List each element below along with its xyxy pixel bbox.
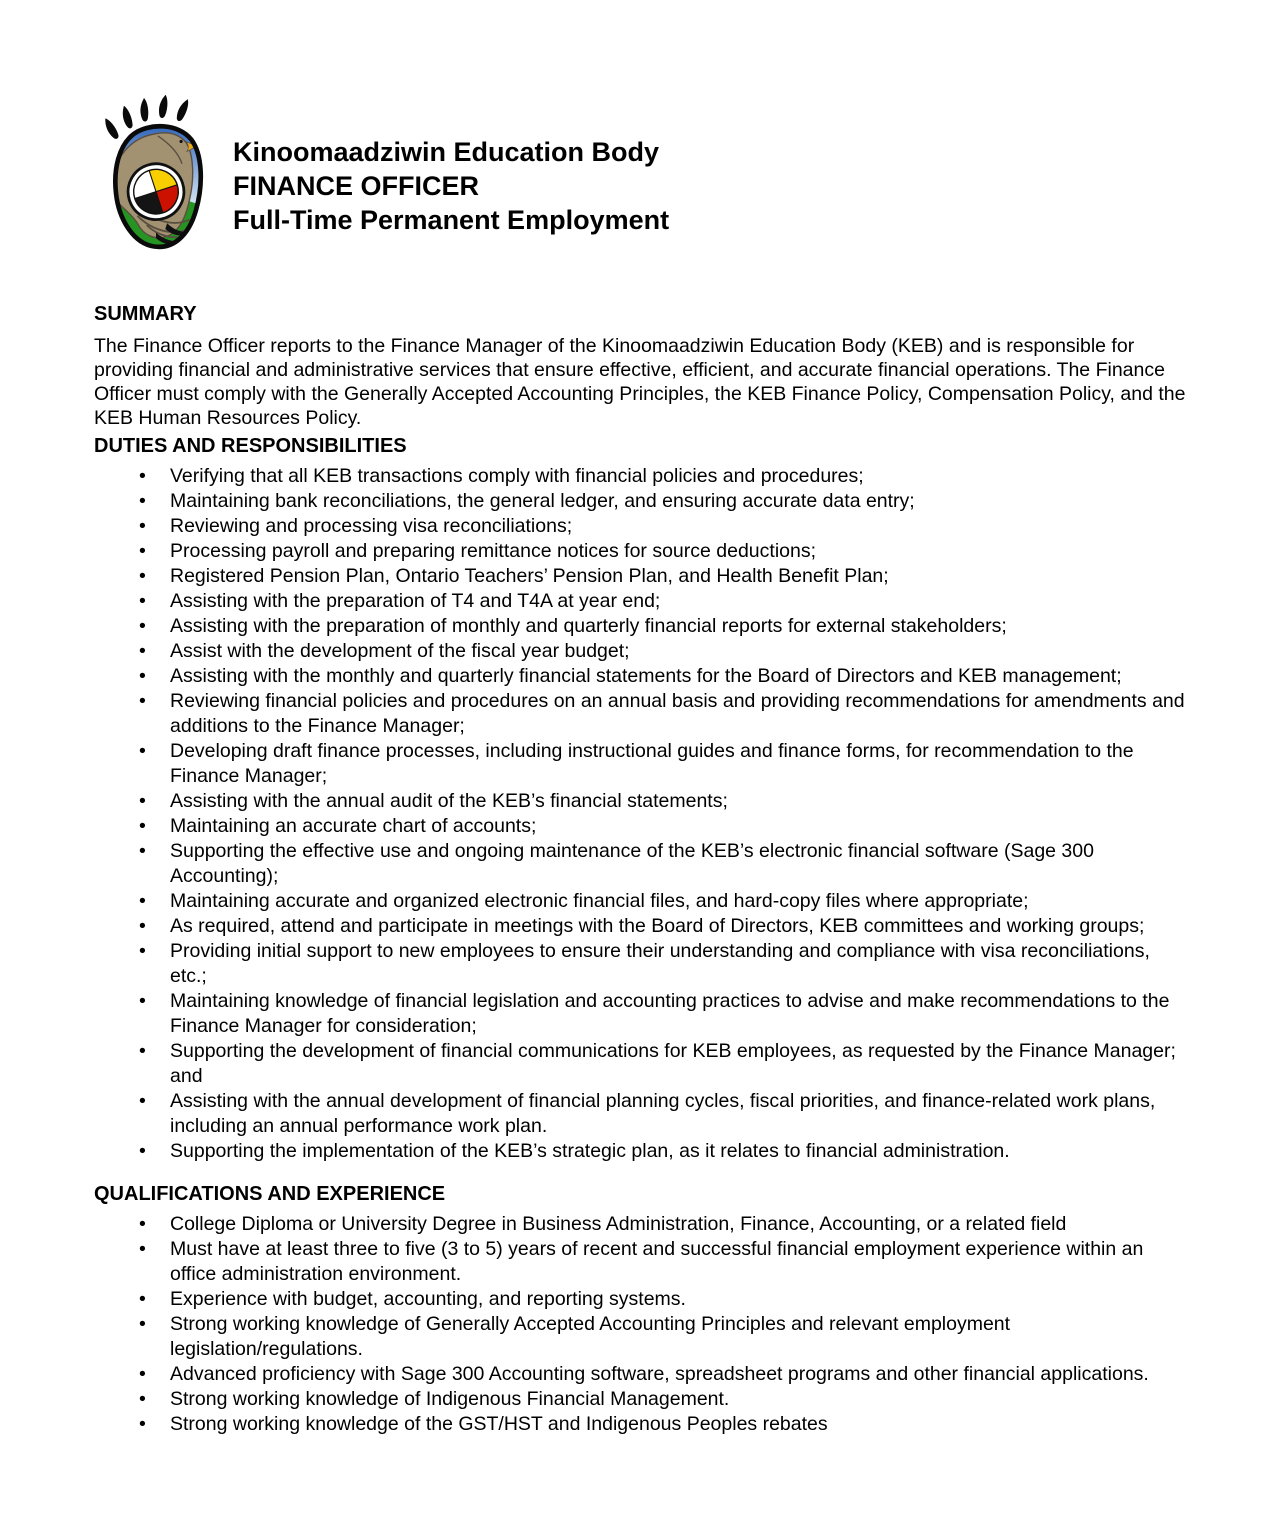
org-name: Kinoomaadziwin Education Body [233,137,660,167]
summary-section [94,302,1186,430]
duty-item: • Assisting with the monthly and quarterly financial statements for the Board of Directors and KEB management; [137,664,1186,689]
duty-item: • Assisting with the annual audit of the KEB’s financial statements; [137,789,1186,814]
duty-item: • Assist with the development of the fiscal year budget; [137,639,1186,664]
duty-item: • Supporting the implementation of the KEB’s strategic plan, as it relates to financial administration. [137,1139,1186,1164]
qualification-item: • Strong working knowledge of Indigenous Financial Management. [137,1387,1186,1412]
duty-item: • Reviewing and processing visa reconciliations; [137,514,1186,539]
duty-item: • Maintaining accurate and organized electronic financial files, and hard-copy files where appropriate; [137,889,1186,914]
letterhead [94,95,1186,253]
duty-item: • Verifying that all KEB transactions comply with financial policies and procedures; [137,464,1186,489]
duty-item: • Developing draft finance processes, including instructional guides and finance forms, for recommendation to the Finance Manager; [137,739,1186,789]
qualification-item: • Must have at least three to five (3 to 5) years of recent and successful financial employment experience within an office administration environment. [137,1237,1186,1287]
duty-item: • Maintaining bank reconciliations, the general ledger, and ensuring accurate data entry; [137,489,1186,514]
qualification-item: • Experience with budget, accounting, and reporting systems. [137,1287,1186,1312]
duty-item: • Maintaining an accurate chart of accounts; [137,814,1186,839]
qualifications-section [94,1182,1186,1437]
qualifications-list [94,1212,1186,1437]
bear-paw-logo-icon [100,95,212,253]
duties-heading: DUTIES AND RESPONSIBILITIES [94,435,407,457]
duty-item: • Supporting the effective use and ongoing maintenance of the KEB’s electronic financial software (Sage 300 Accounting); [137,839,1186,889]
duties-list [94,464,1186,1164]
duty-item: • Registered Pension Plan, Ontario Teachers’ Pension Plan, and Health Benefit Plan; [137,564,1186,589]
eagle-eye-icon [180,140,183,143]
employment-type: Full-Time Permanent Employment [233,205,670,235]
duty-item: • Assisting with the preparation of T4 and T4A at year end; [137,589,1186,614]
qualifications-heading: QUALIFICATIONS AND EXPERIENCE [94,1183,446,1205]
qualification-item: • Strong working knowledge of the GST/HST and Indigenous Peoples rebates [137,1412,1186,1437]
duty-item: • Maintaining knowledge of financial legislation and accounting practices to advise and make recommendations to the Finance Manager for consideration; [137,989,1186,1039]
document-title-block [233,95,669,237]
duty-item: • Assisting with the preparation of monthly and quarterly financial reports for external stakeholders; [137,614,1186,639]
summary-heading: SUMMARY [94,303,197,325]
qualification-item: • Strong working knowledge of Generally Accepted Accounting Principles and relevant employment legislation/regulations. [137,1312,1186,1362]
duty-item: • Reviewing financial policies and procedures on an annual basis and providing recommendations for amendments and additions to the Finance Manager; [137,689,1186,739]
qualification-item: • Advanced proficiency with Sage 300 Accounting software, spreadsheet programs and other financial applications. [137,1362,1186,1387]
org-logo [100,95,212,253]
duty-item: • Supporting the development of financial communications for KEB employees, as requested by the Finance Manager; and [137,1039,1186,1089]
duty-item: • Providing initial support to new employees to ensure their understanding and compliance with visa reconciliations, etc.; [137,939,1186,989]
duty-item: • Assisting with the annual development of financial planning cycles, fiscal priorities, and finance-related work plans, including an annual performance work plan. [137,1089,1186,1139]
summary-paragraph: The Finance Officer reports to the Finance Manager of the Kinoomaadziwin Education Body (KEB) and is responsible for providing financial and administrative services that ensure effective, efficient, and accurate financial operations. The Finance Officer must comply with the Generally Accepted Accounting Principles, the KEB Finance Policy, Compensation Policy, and the KEB Human Resources Policy. [94,335,1186,429]
duties-section [94,434,1186,1164]
duty-item: • As required, attend and participate in meetings with the Board of Directors, KEB committees and working groups; [137,914,1186,939]
duty-item: • Processing payroll and preparing remittance notices for source deductions; [137,539,1186,564]
job-title: FINANCE OFFICER [233,171,479,201]
qualification-item: • College Diploma or University Degree in Business Administration, Finance, Accounting, or a related field [137,1212,1186,1237]
